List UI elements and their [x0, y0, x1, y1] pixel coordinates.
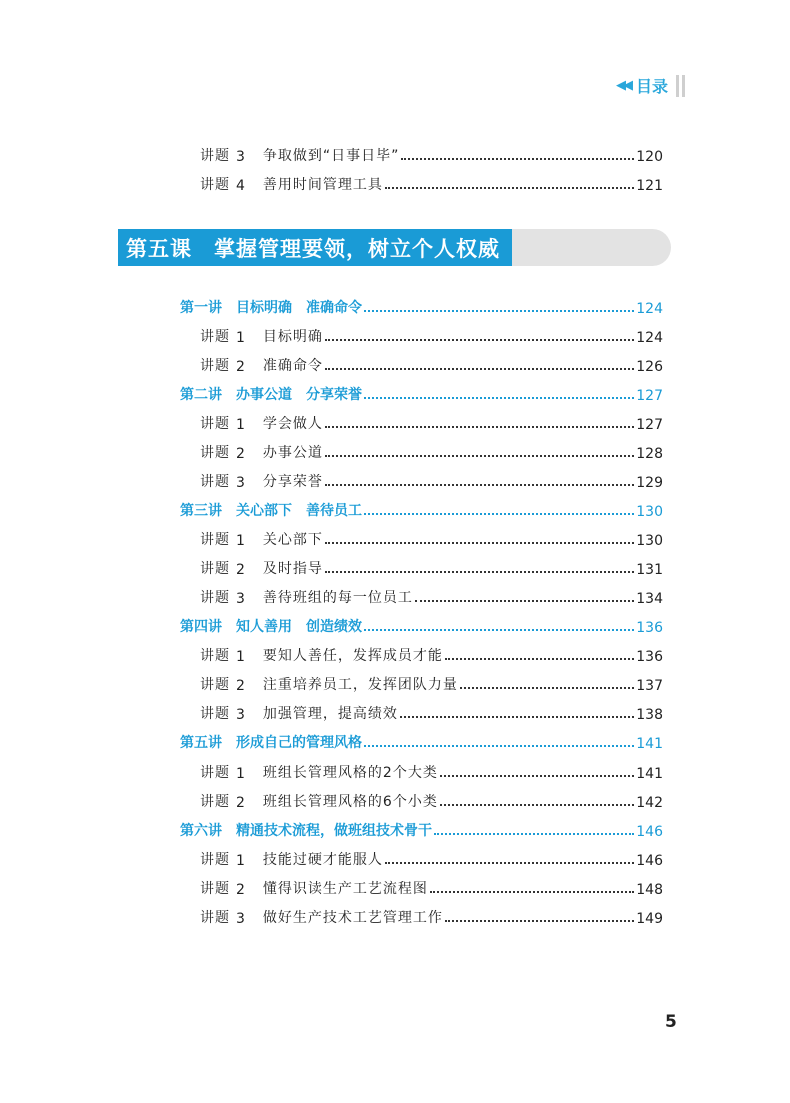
toc-topic[interactable]: 讲题 3 争取做到“日事日毕” 120 — [200, 148, 663, 165]
leader-dots — [325, 455, 634, 457]
leader-dots — [325, 368, 634, 370]
leader-dots — [325, 426, 634, 428]
toc-topic[interactable]: 讲题 3 分享荣誉 129 — [200, 474, 663, 491]
leader-dots — [385, 187, 634, 189]
leader-dots — [445, 658, 634, 660]
toc-topic[interactable]: 讲题 2 办事公道 128 — [200, 445, 663, 462]
rewind-arrow-icon: ◀◀ — [616, 78, 630, 93]
leader-dots — [434, 833, 634, 835]
leader-dots — [364, 310, 634, 312]
toc-topic[interactable]: 讲题 3 善待班组的每一位员工 134 — [200, 590, 663, 607]
leader-dots — [364, 397, 634, 399]
leader-dots — [440, 804, 634, 806]
toc-topic[interactable]: 讲题 1 目标明确 124 — [200, 329, 663, 346]
leader-dots — [364, 629, 634, 631]
page-number: 5 — [665, 1012, 677, 1032]
leader-dots — [460, 687, 634, 689]
toc-topic[interactable]: 讲题 1 要知人善任，发挥成员才能 136 — [200, 648, 663, 665]
leader-dots — [385, 862, 634, 864]
toc-topic[interactable]: 讲题 2 准确命令 126 — [200, 358, 663, 375]
toc-topic[interactable]: 讲题 3 做好生产技术工艺管理工作 149 — [200, 910, 663, 927]
leader-dots — [325, 484, 634, 486]
toc-topic[interactable]: 讲题 1 关心部下 130 — [200, 532, 663, 549]
leader-dots — [401, 158, 634, 160]
leader-dots — [400, 716, 634, 718]
toc-topic[interactable]: 讲题 3 加强管理，提高绩效 138 — [200, 706, 663, 723]
toc-topic[interactable]: 讲题 4 善用时间管理工具 121 — [200, 177, 663, 194]
toc-lecture[interactable]: 第三讲 关心部下 善待员工 130 — [180, 503, 663, 520]
toc-lecture[interactable]: 第四讲 知人善用 创造绩效 136 — [180, 619, 663, 636]
toc-lecture[interactable]: 第五讲 形成自己的管理风格 141 — [180, 735, 663, 752]
leader-dots — [430, 891, 634, 893]
toc-topic[interactable]: 讲题 2 班组长管理风格的6个小类 142 — [200, 794, 663, 811]
toc-header — [616, 74, 685, 97]
leader-dots — [364, 745, 634, 747]
toc-topic[interactable]: 讲题 1 学会做人 127 — [200, 416, 663, 433]
toc-topic[interactable]: 讲题 1 班组长管理风格的2个大类 141 — [200, 765, 663, 782]
toc-topic[interactable]: 讲题 2 懂得识读生产工艺流程图 148 — [200, 881, 663, 898]
leader-dots — [415, 600, 634, 602]
leader-dots — [325, 339, 634, 341]
toc-header-title: 目录 — [636, 77, 669, 96]
leader-dots — [325, 571, 634, 573]
lesson-title[interactable]: 第五课 掌握管理要领，树立个人权威 — [118, 229, 512, 266]
toc-topic[interactable]: 讲题 1 技能过硬才能服人 146 — [200, 852, 663, 869]
toc-topic[interactable]: 讲题 2 注重培养员工，发挥团队力量 137 — [200, 677, 663, 694]
leader-dots — [440, 775, 634, 777]
toc-lecture[interactable]: 第二讲 办事公道 分享荣誉 127 — [180, 387, 663, 404]
toc-topic[interactable]: 讲题 2 及时指导 131 — [200, 561, 663, 578]
toc-lecture[interactable]: 第六讲 精通技术流程，做班组技术骨干 146 — [180, 823, 663, 840]
header-bars-icon — [676, 75, 685, 97]
leader-dots — [325, 542, 634, 544]
leader-dots — [445, 920, 634, 922]
toc-lecture[interactable]: 第一讲 目标明确 准确命令 124 — [180, 300, 663, 317]
leader-dots — [364, 513, 634, 515]
